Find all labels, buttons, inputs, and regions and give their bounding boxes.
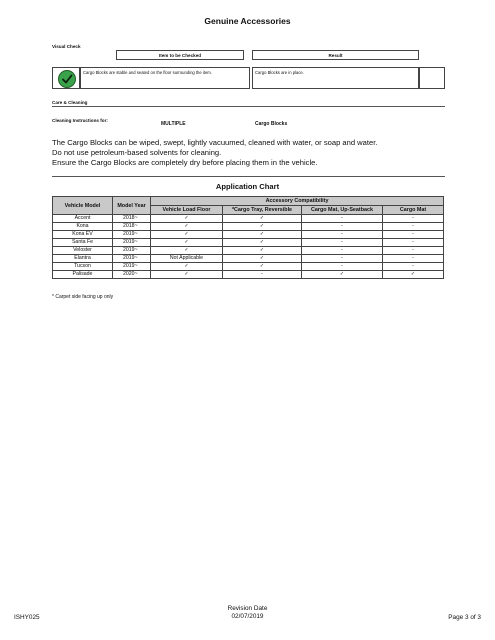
table-row [53, 271, 444, 279]
cargo-mat-seatback-cell: - [302, 247, 383, 255]
table-row [53, 231, 444, 239]
load-floor-cell: ✓ [151, 271, 223, 279]
instruction-line: The Cargo Blocks can be wiped, swept, lightly vacuumed, cleaned with water, or soap and water. [52, 138, 378, 147]
product-name: Cargo Blocks [255, 121, 288, 127]
load-floor-cell: Not Applicable [151, 255, 223, 263]
year-cell: 2018~ [113, 215, 151, 223]
col-model-year: Model Year [113, 197, 151, 215]
cargo-mat-seatback-cell: - [302, 239, 383, 247]
cargo-mat-cell: - [383, 255, 444, 263]
table-row [53, 223, 444, 231]
cargo-mat-cell: ✓ [383, 271, 444, 279]
check-cell [52, 67, 80, 89]
cargo-mat-seatback-cell: ✓ [302, 271, 383, 279]
table-row [53, 247, 444, 255]
page-number: Page 3 of 3 [448, 614, 481, 621]
section-divider [52, 106, 445, 107]
item-text: Cargo Blocks are stable and seated on the floor surrounding the item. [80, 67, 250, 89]
revision-date: 02/07/2019 [231, 613, 264, 620]
col-cargo-mat-up-seatback: Cargo Mat, Up-Seatback [302, 206, 383, 215]
load-floor-cell: ✓ [151, 215, 223, 223]
cargo-mat-seatback-cell: - [302, 231, 383, 239]
application-table [52, 196, 444, 279]
application-table-body [53, 215, 444, 279]
cleaning-instructions-label: Cleaning Instructions for: [52, 118, 108, 123]
cargo-mat-cell: - [383, 231, 444, 239]
cleaning-instructions [52, 138, 452, 168]
model-cell: Palisade [53, 271, 113, 279]
table-row [53, 255, 444, 263]
load-floor-cell: ✓ [151, 223, 223, 231]
model-cell: Elantra [53, 255, 113, 263]
load-floor-cell: ✓ [151, 247, 223, 255]
cargo-tray-cell: ✓ [223, 255, 302, 263]
model-cell: Kona EV [53, 231, 113, 239]
cargo-tray-cell: ✓ [223, 215, 302, 223]
col-vehicle-model: Vehicle Model [53, 197, 113, 215]
cargo-mat-seatback-cell: - [302, 215, 383, 223]
cargo-tray-cell: - [223, 271, 302, 279]
cargo-mat-cell: - [383, 239, 444, 247]
result-blank-cell [419, 67, 445, 89]
year-cell: 2019~ [113, 239, 151, 247]
application-chart [52, 196, 443, 279]
cargo-mat-cell: - [383, 263, 444, 271]
table-row [53, 263, 444, 271]
year-cell: 2019~ [113, 231, 151, 239]
application-chart-title: Application Chart [215, 182, 280, 191]
checkmark-icon [58, 70, 76, 88]
cargo-tray-cell: ✓ [223, 263, 302, 271]
cargo-tray-cell: ✓ [223, 239, 302, 247]
visual-check-header [52, 50, 445, 60]
cargo-mat-seatback-cell: - [302, 255, 383, 263]
model-cell: Santa Fe [53, 239, 113, 247]
col-cargo-tray: *Cargo Tray, Reversible [223, 206, 302, 215]
footnote: * Carpet side facing up only [52, 294, 114, 300]
model-cell: Accent [53, 215, 113, 223]
cargo-mat-cell: - [383, 247, 444, 255]
cargo-mat-cell: - [383, 223, 444, 231]
revision-block [0, 605, 495, 621]
table-row [53, 215, 444, 223]
year-cell: 2019~ [113, 247, 151, 255]
document-code: ISHY025 [14, 614, 40, 621]
cargo-tray-cell: ✓ [223, 223, 302, 231]
year-cell: 2019~ [113, 263, 151, 271]
model-cell: Veloster [53, 247, 113, 255]
care-cleaning-label: Care & Cleaning [52, 100, 88, 105]
result-text: Cargo Blocks are in place. [252, 67, 419, 89]
year-cell: 2020~ [113, 271, 151, 279]
col-result-header: Result [252, 50, 419, 60]
col-cargo-mat: Cargo Mat [383, 206, 444, 215]
cargo-mat-seatback-cell: - [302, 223, 383, 231]
year-cell: 2019~ [113, 255, 151, 263]
cargo-tray-cell: ✓ [223, 247, 302, 255]
col-item-header: Item to be Checked [116, 50, 244, 60]
model-cell: Tucson [53, 263, 113, 271]
visual-check-row [52, 67, 445, 89]
col-vehicle-load-floor: Vehicle Load Floor [151, 206, 223, 215]
table-row [53, 239, 444, 247]
load-floor-cell: ✓ [151, 239, 223, 247]
cargo-mat-seatback-cell: - [302, 263, 383, 271]
cargo-mat-cell: - [383, 215, 444, 223]
col-accessory-compatibility: Accessory Compatibility [151, 197, 444, 206]
multiple-label: MULTIPLE [161, 121, 186, 127]
page-title: Genuine Accessories [204, 16, 291, 26]
revision-label: Revision Date [227, 605, 268, 612]
instruction-line: Ensure the Cargo Blocks are completely dry before placing them in the vehicle. [52, 158, 318, 167]
visual-check-label: Visual Check [52, 44, 81, 49]
model-cell: Kona [53, 223, 113, 231]
section-divider [52, 176, 445, 177]
load-floor-cell: ✓ [151, 231, 223, 239]
cargo-tray-cell: ✓ [223, 231, 302, 239]
year-cell: 2018~ [113, 223, 151, 231]
load-floor-cell: ✓ [151, 263, 223, 271]
instruction-line: Do not use petroleum-based solvents for cleaning. [52, 148, 222, 157]
